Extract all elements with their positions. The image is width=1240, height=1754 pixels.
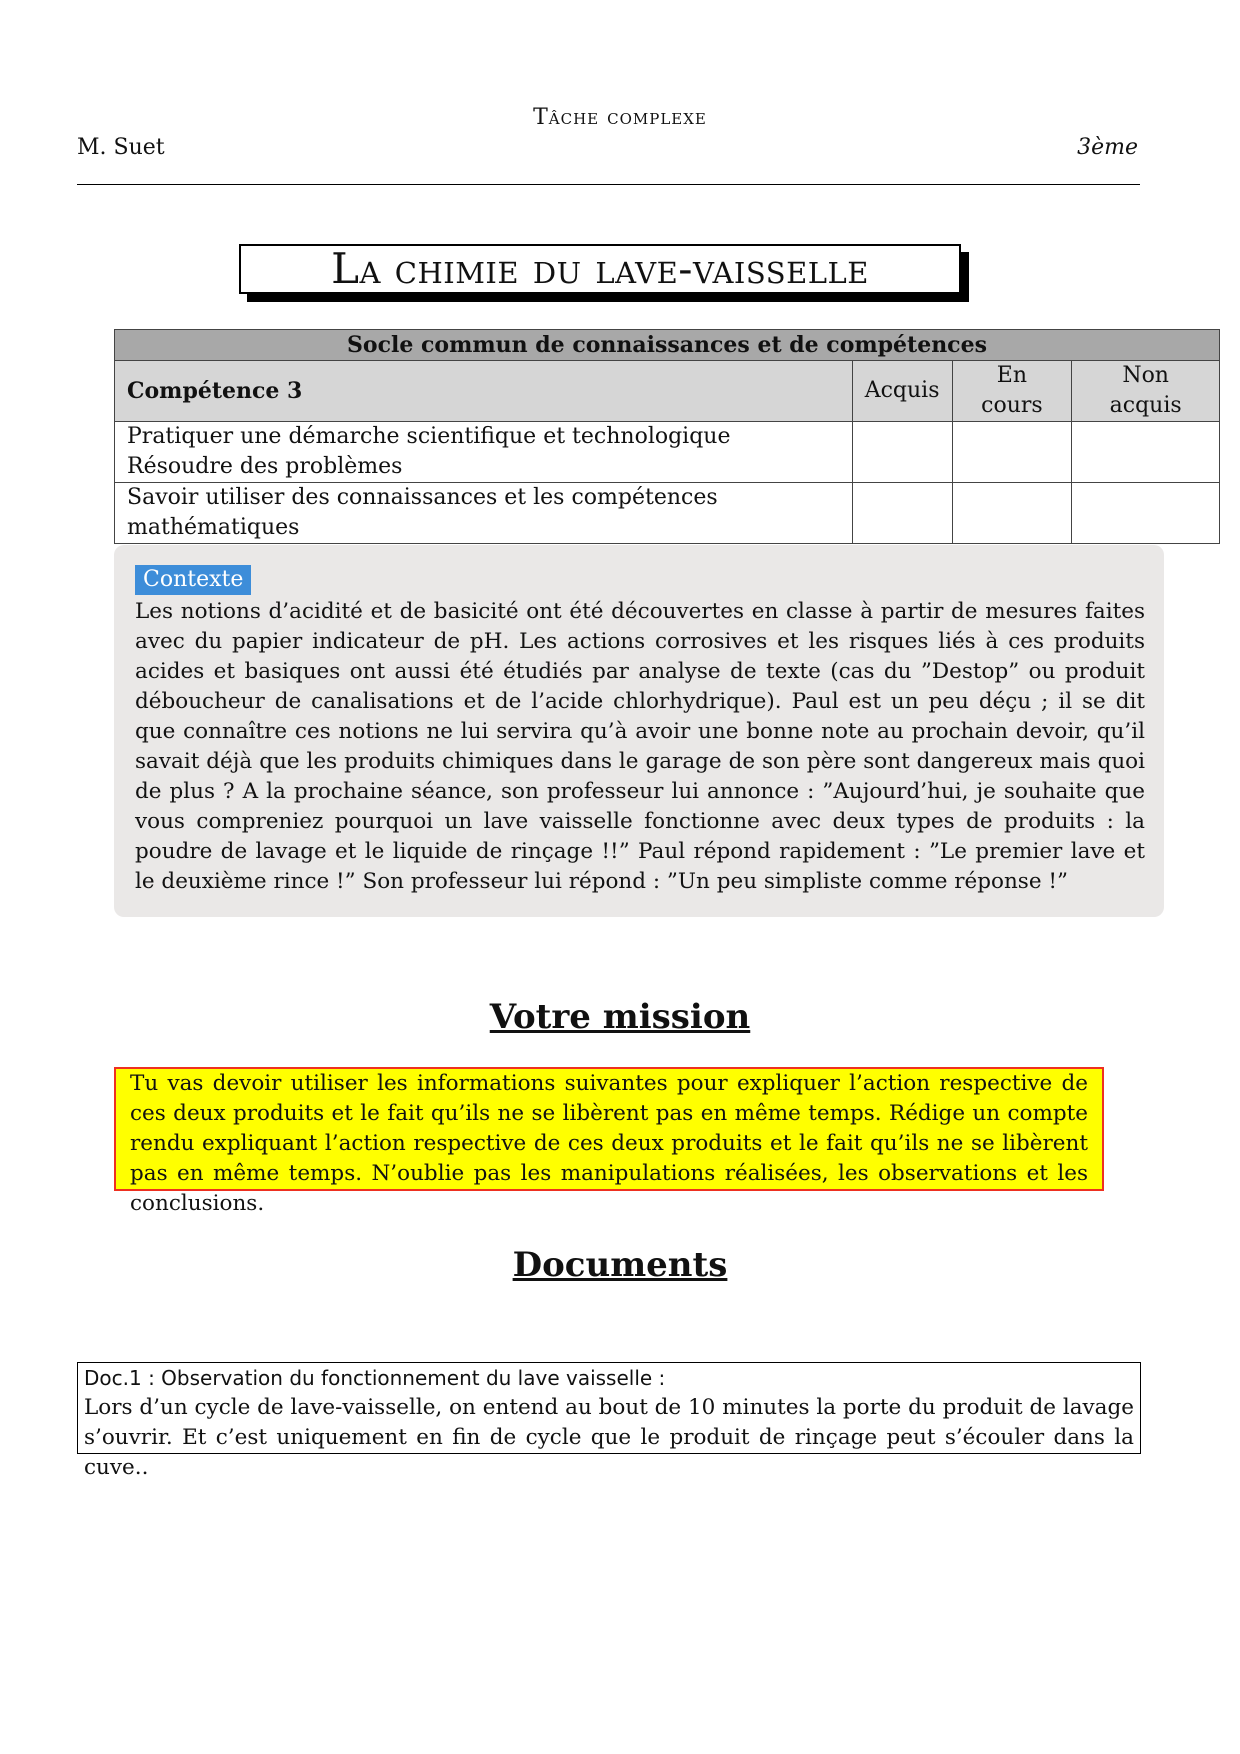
page-title: La chimie du lave-vaisselle — [239, 244, 961, 294]
skill-cell — [115, 422, 853, 483]
header-divider — [77, 184, 1140, 185]
non-acquis-cell[interactable] — [1072, 422, 1220, 483]
competences-table — [114, 329, 1220, 544]
mission-heading: Votre mission — [489, 997, 751, 1037]
document-1-text: Lors d’un cycle de lave-vaisselle, on entend au bout de 10 minutes la porte du produit de lavage s’ouvrir. Et c’est uniquement en fin de cycle que le produit de rinçage peut s’écouler dans la cuve.. — [84, 1395, 1134, 1480]
en-cours-cell[interactable] — [952, 483, 1072, 544]
en-cours-cell[interactable] — [952, 422, 1072, 483]
table-title: Socle commun de connaissances et de compétences — [115, 330, 1220, 361]
header-author: M. Suet — [77, 135, 165, 160]
table-row — [115, 483, 1220, 544]
context-text: Les notions d’acidité et de basicité ont été découvertes en classe à partir de mesures faites avec du papier indicateur de pH. Les actions corrosives et les risques liés à ces produits acides et basiques ont aussi été étudiés par analyse de texte (cas du ”Destop” ou produit déboucheur de canalisations et de l’acide chlorhydrique). Paul est un peu déçu ; il se dit que connaître ces notions ne lui servira qu’à avoir une bonne note au prochain devoir, qu’il savait déjà que les produits chimiques dans le garage de son père sont dangereux mais quoi de plus ? A la prochaine séance, son professeur lui annonce : ”Aujourd’hui, je souhaite que vous compreniez pourquoi un lave vaisselle fonctionne avec deux types de produits : la poudre de lavage et le liquide de rinçage !!” Paul répond rapidement : ”Le premier lave et le deuxième rince !” Son professeur lui répond : ”Un peu simpliste comme réponse !” — [135, 599, 1145, 894]
document-1-box — [77, 1362, 1141, 1480]
mission-box: Tu vas devoir utiliser les informations suivantes pour expliquer l’action respective de ces deux produits et le fait qu’ils ne se libèrent pas en même temps. Rédige un compte rendu expliquant l’action respective de ces deux produits et le fait qu’ils ne se libèrent pas en même temps. N’oublie pas les manipulations réalisées, les observations et les conclusions. — [114, 1067, 1104, 1191]
table-header-row — [115, 361, 1220, 422]
context-box — [114, 545, 1164, 917]
header-class-level: 3ème — [1077, 135, 1138, 160]
non-acquis-cell[interactable] — [1072, 483, 1220, 544]
documents-heading: Documents — [512, 1245, 728, 1285]
competence-label: Compétence 3 — [115, 361, 853, 422]
column-non-acquis: Non acquis — [1072, 361, 1220, 422]
table-title-row — [115, 330, 1220, 361]
acquis-cell[interactable] — [852, 483, 952, 544]
table-row — [115, 422, 1220, 483]
context-label: Contexte — [135, 565, 251, 595]
document-1-title: Doc.1 : Observation du fonctionnement du lave vaisselle : — [84, 1366, 666, 1390]
column-en-cours: En cours — [952, 361, 1072, 422]
acquis-cell[interactable] — [852, 422, 952, 483]
page-title-frame — [239, 244, 961, 294]
column-acquis: Acquis — [852, 361, 952, 422]
header-document-type: Tâche complexe — [533, 105, 707, 130]
skill-line: Pratiquer une démarche scientifique et technologique — [127, 424, 731, 449]
skill-cell: Savoir utiliser des connaissances et les compétences mathématiques — [115, 483, 853, 544]
skill-line: Résoudre des problèmes — [127, 454, 403, 479]
